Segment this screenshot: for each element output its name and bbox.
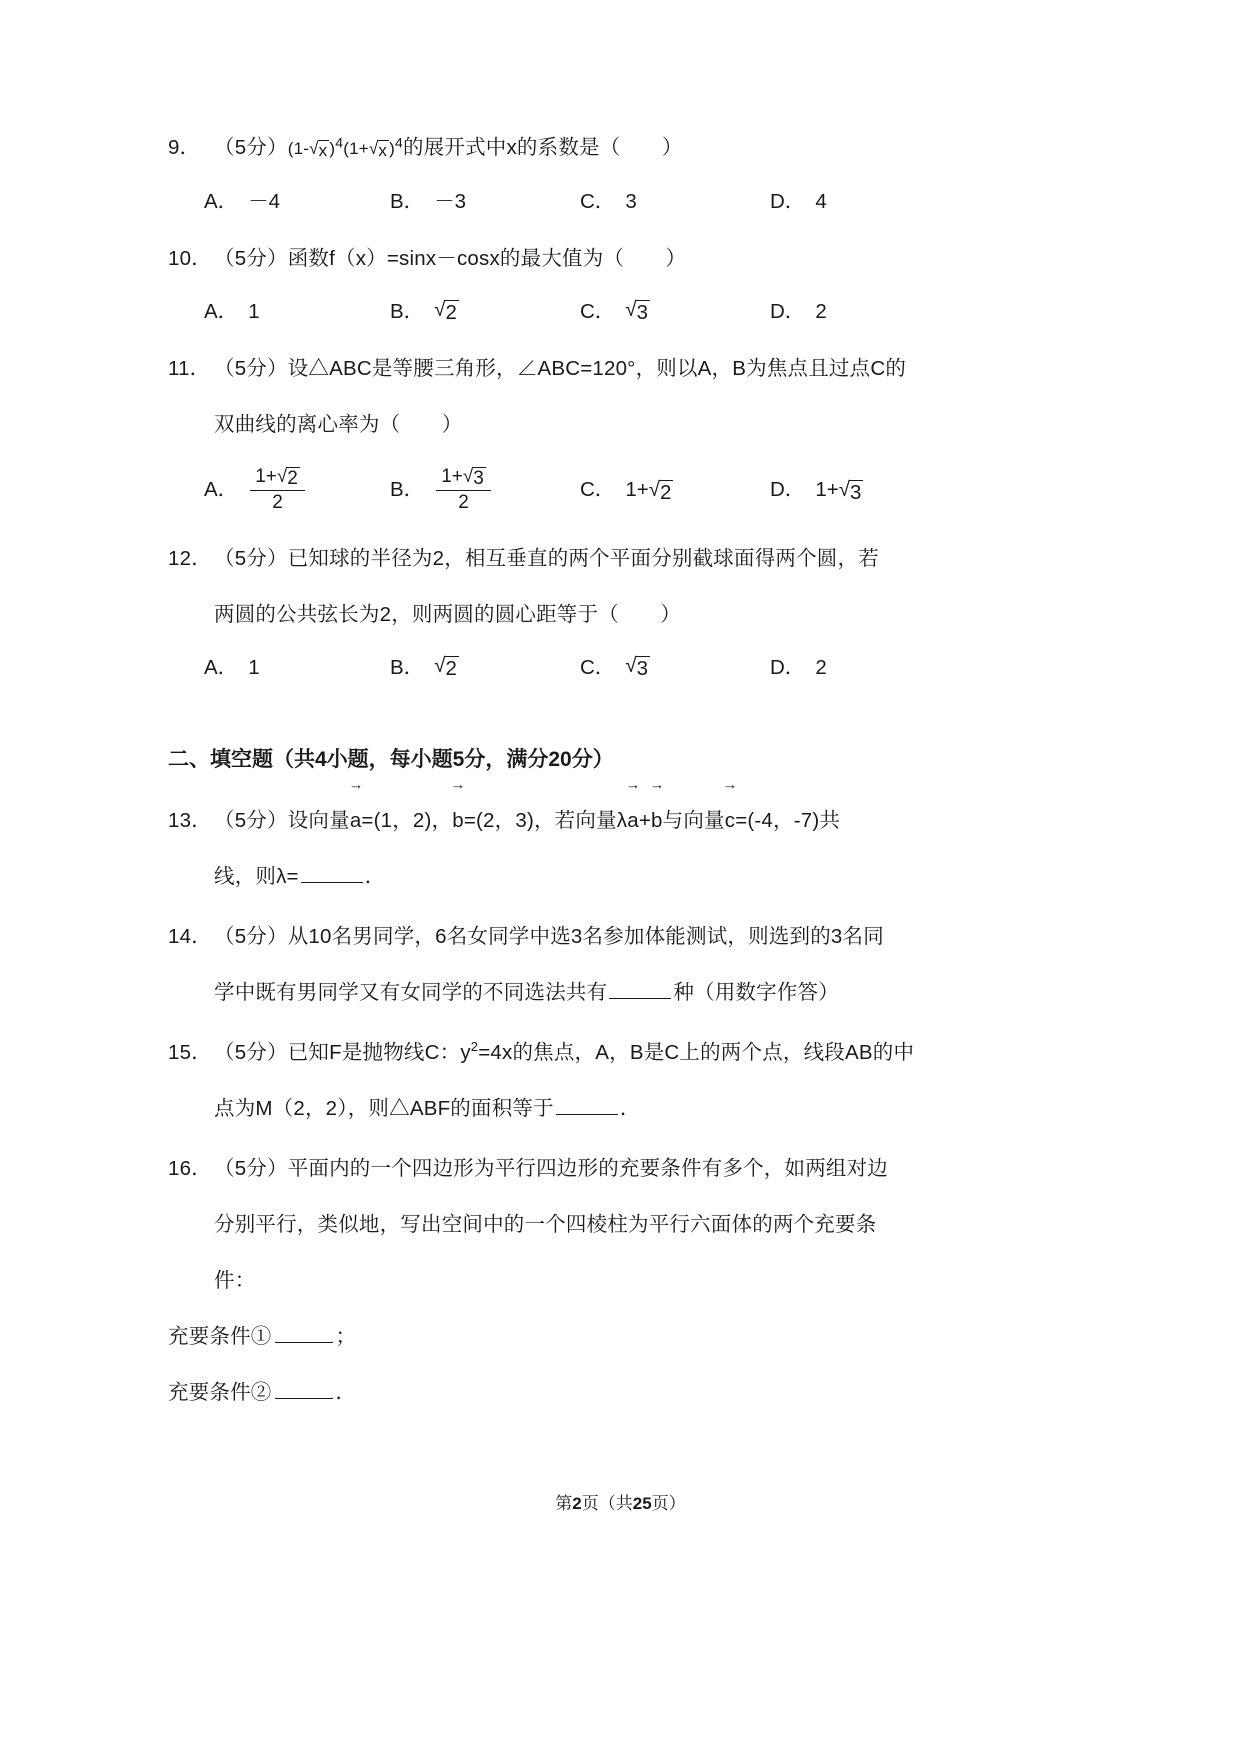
sqrt-icon: √ 2 [434, 654, 457, 681]
answer-blank[interactable] [301, 882, 363, 883]
question-9-score: （5分） [214, 136, 288, 159]
option-c[interactable] [580, 643, 770, 693]
option-d[interactable] [770, 453, 930, 527]
question-13-number: 13． [168, 809, 212, 832]
question-16-stem-text-3: 件： [214, 1269, 256, 1292]
option-c-value: 3 [636, 657, 648, 681]
question-10 [168, 231, 968, 337]
option-b-fraction: 1+ √ 3 2 [436, 466, 491, 514]
question-14-stem-text-1: 从10名男同学，6名女同学中选3名参加体能测试，则选到的3名同 [287, 925, 884, 948]
answer-blank[interactable] [275, 1398, 333, 1399]
option-c-value: 3 [625, 190, 637, 213]
question-11-options [168, 453, 968, 527]
question-16-stem-text-2: 分别平行，类似地，写出空间中的一个四棱柱为平行六面体的两个充要条 [214, 1213, 877, 1236]
answer-blank[interactable] [609, 998, 671, 999]
option-c-value: 1+ √ 2 [625, 478, 672, 504]
footer-total-pages: 25 [632, 1494, 652, 1513]
option-b[interactable] [390, 177, 580, 227]
option-a-fraction: 1+ √ 2 2 [250, 466, 305, 514]
option-a-label: A． [204, 478, 239, 501]
question-11-stem-line1 [168, 341, 968, 397]
footer-mid: 页（共 [581, 1494, 633, 1513]
question-9 [168, 120, 968, 227]
sqrt-icon: √ x [309, 139, 328, 160]
vector-a2: → a [627, 791, 639, 849]
question-12-stem-line1 [168, 531, 968, 587]
sqrt-icon: √ 3 [625, 654, 648, 681]
option-c-label: C． [580, 478, 616, 501]
sqrt-icon: √ 2 [276, 466, 298, 490]
question-10-stem [168, 231, 968, 287]
footer-page-number: 2 [572, 1494, 582, 1513]
question-12-stem-line2 [168, 587, 968, 643]
vector-a: → a [350, 791, 362, 849]
question-13 [168, 791, 968, 905]
question-16-stem-text-1: 平面内的一个四边形为平行四边形的充要条件有多个，如两组对边 [287, 1157, 889, 1180]
question-15-stem-line2: 点为M（2，2），则△ABF的面积等于 ． [214, 1097, 641, 1120]
option-a-value: －4 [248, 190, 281, 213]
option-c[interactable] [580, 287, 770, 337]
option-b-value: －3 [434, 190, 467, 213]
question-12-number: 12． [168, 547, 212, 570]
option-b-value: 2 [445, 657, 457, 681]
sqrt-icon: √ 2 [648, 478, 672, 504]
option-b-value: 2 [445, 301, 457, 325]
question-11-number: 11． [168, 357, 211, 380]
question-16-stem-line2 [168, 1197, 968, 1253]
option-a-label: A． [204, 300, 239, 323]
section-2-title: 二、填空题（共4小题，每小题5分，满分20分） [168, 748, 614, 771]
option-b[interactable] [390, 287, 580, 337]
option-a-label: A． [204, 190, 239, 213]
vector-c: → c [725, 791, 735, 849]
option-d-label: D． [770, 478, 806, 501]
option-d-value: 1+ √ 3 [815, 478, 862, 504]
question-16-score: （5分） [214, 1157, 288, 1180]
option-d-label: D． [770, 190, 806, 213]
option-c-label: C． [580, 190, 616, 213]
answer-blank[interactable] [556, 1114, 618, 1115]
question-11-stem-text-2: 双曲线的离心率为（ ） [214, 413, 463, 436]
sqrt-icon: √ x [368, 139, 388, 160]
question-16-stem-line3 [168, 1253, 968, 1309]
question-16-condition-2: 充要条件② ． [168, 1381, 357, 1404]
option-b[interactable] [390, 453, 580, 527]
sqrt-icon: √ 3 [462, 466, 484, 490]
question-11-stem-line2 [168, 397, 968, 453]
option-b-label: B． [390, 656, 425, 679]
question-13-stem-line2: 线，则λ= ． [214, 865, 386, 888]
question-16-stem-line1 [168, 1141, 968, 1197]
option-a[interactable] [204, 287, 390, 337]
question-14-stem-line1 [168, 909, 968, 965]
option-c-label: C． [580, 656, 616, 679]
footer-suffix: 页） [651, 1494, 686, 1513]
option-d[interactable] [770, 177, 930, 227]
question-14-stem-line2: 学中既有男同学又有女同学的不同选法共有 种（用数字作答） [214, 981, 839, 1004]
vector-b: → b [452, 791, 464, 849]
question-9-number: 9． [168, 136, 201, 159]
question-12-stem-text-1: 已知球的半径为2，相互垂直的两个平面分别截球面得两个圆，若 [287, 547, 879, 570]
option-c-label: C． [580, 300, 616, 323]
question-12-score: （5分） [214, 547, 288, 570]
option-a-label: A． [204, 656, 239, 679]
option-b-label: B． [390, 300, 425, 323]
footer-prefix: 第 [555, 1494, 573, 1513]
question-10-stem-text: 函数f（x）=sinx－cosx的最大值为（ ） [287, 247, 687, 270]
option-c-value: 3 [636, 301, 648, 325]
option-c[interactable] [580, 453, 770, 527]
question-16-condition-1: 充要条件① ； [168, 1325, 357, 1348]
question-13-score: （5分） [214, 809, 288, 832]
question-15-number: 15． [168, 1041, 212, 1064]
question-9-stem-tail: 的展开式中x的系数是（ ） [402, 136, 683, 159]
sqrt-icon: √ 2 [434, 298, 457, 325]
question-9-stem [168, 120, 968, 177]
question-13-stem-line1: 13． （5分）设向量→ a=(1，2)，→ b=(2，3)，若向量λ→ a+→ b与向量→ c=(-4，-7)共 [168, 791, 968, 849]
question-16-number: 16． [168, 1157, 212, 1180]
question-15-stem-line1: 15． （5分）已知F是抛物线C：$y^2=4x$的焦点，A，B是C上的两个点，线段AB的中 [168, 1025, 968, 1081]
question-9-expression: (1- √ x )$^4$(1+ √ x )$^4$ [287, 134, 403, 160]
option-d-value: 2 [815, 656, 827, 679]
question-11 [168, 341, 968, 527]
question-16 [168, 1141, 968, 1421]
option-c[interactable] [580, 177, 770, 227]
question-11-score: （5分） [214, 357, 288, 380]
question-14 [168, 909, 968, 1021]
option-d-label: D． [770, 300, 806, 323]
option-b[interactable] [390, 643, 580, 693]
question-12 [168, 531, 968, 693]
option-a[interactable] [204, 643, 390, 693]
option-d-value: 4 [815, 190, 827, 213]
option-a[interactable] [204, 453, 390, 527]
option-d[interactable] [770, 643, 930, 693]
question-10-options [168, 287, 968, 337]
answer-blank[interactable] [275, 1342, 333, 1343]
question-10-number: 10． [168, 247, 212, 270]
question-14-number: 14． [168, 925, 212, 948]
exponent: 2 [470, 1039, 479, 1055]
page-footer [0, 1489, 1241, 1514]
option-b-label: B． [390, 478, 425, 501]
page-content [168, 120, 968, 1425]
option-a[interactable] [204, 177, 390, 227]
question-12-options [168, 643, 968, 693]
question-15-score: （5分） [214, 1041, 288, 1064]
option-d-value: 2 [815, 300, 827, 323]
question-10-score: （5分） [214, 247, 288, 270]
question-12-stem-text-2: 两圆的公共弦长为2，则两圆的圆心距等于（ ） [214, 603, 681, 626]
question-15 [168, 1025, 968, 1137]
question-9-options [168, 177, 968, 227]
sqrt-icon: √ 3 [838, 478, 862, 504]
option-a-value: 1 [248, 656, 260, 679]
question-14-score: （5分） [214, 925, 288, 948]
vector-b2: → b [651, 791, 663, 849]
option-d-label: D． [770, 656, 806, 679]
option-b-label: B． [390, 190, 425, 213]
sqrt-icon: √ 3 [625, 298, 648, 325]
option-d[interactable] [770, 287, 930, 337]
question-11-stem-text-1: 设△ABC是等腰三角形，∠ABC=120°，则以A，B为焦点且过点C的 [287, 357, 907, 380]
option-a-value: 1 [248, 300, 260, 323]
